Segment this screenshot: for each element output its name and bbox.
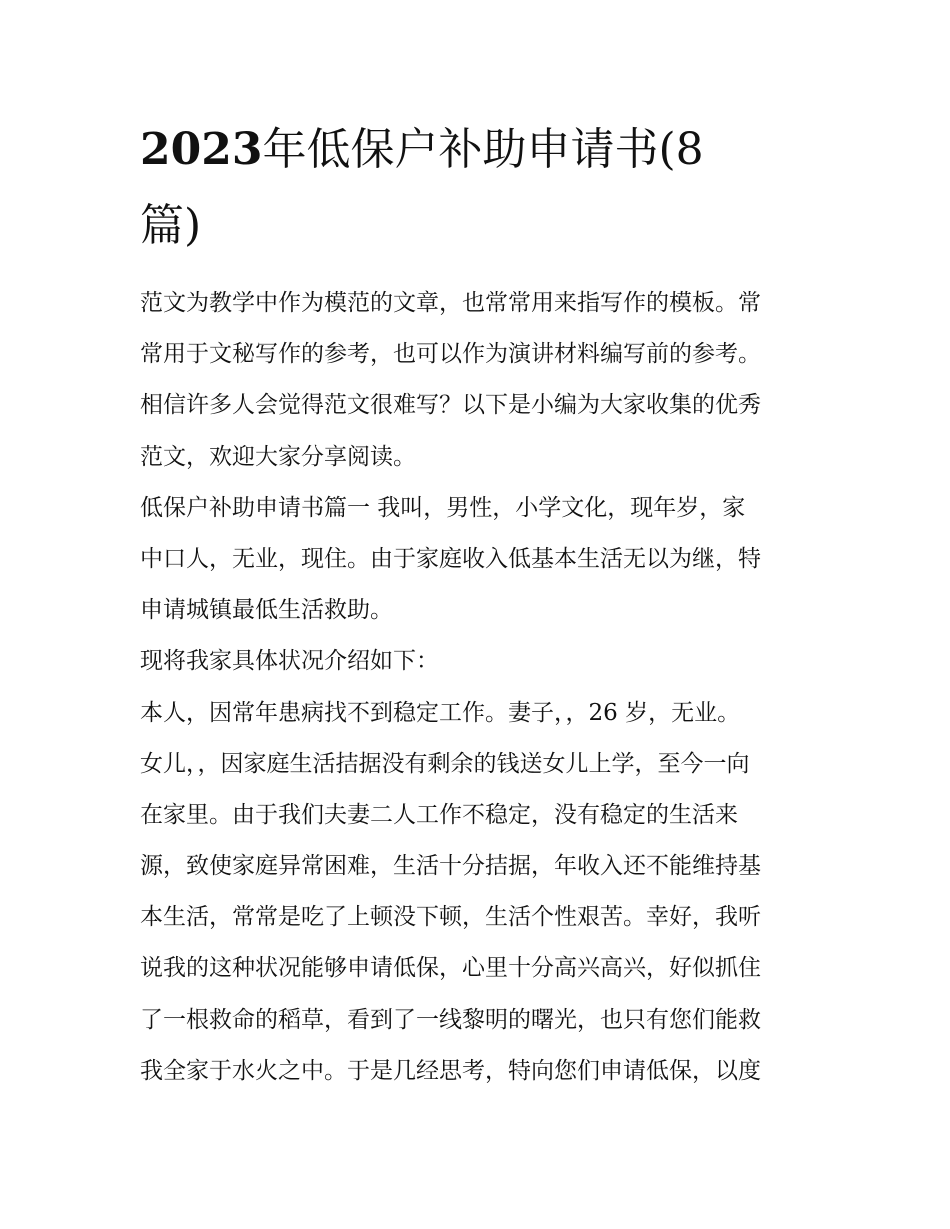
body-line: 相信许多人会觉得范文很难写？以下是小编为大家收集的优秀 xyxy=(140,392,761,419)
body-line: 本人，因常年患病找不到稳定工作。妻子，，26 岁，无业。 xyxy=(140,699,741,726)
title-line-1 xyxy=(140,112,830,188)
title-year: 2023 xyxy=(140,124,263,175)
body-line: 范文，欢迎大家分享阅读。 xyxy=(140,443,416,470)
body-line: 低保户补助申请书篇一 我叫，男性，小学文化，现年岁，家 xyxy=(140,494,746,521)
body-line: 申请城镇最低生活救助。 xyxy=(140,597,393,624)
body-line: 在家里。由于我们夫妻二人工作不稳定，没有稳定的生活来 xyxy=(140,801,738,828)
body-line: 常用于文秘写作的参考，也可以作为演讲材料编写前的参考。 xyxy=(140,341,761,368)
body-line: 说我的这种状况能够申请低保，心里十分高兴高兴，好似抓住 xyxy=(140,955,761,982)
document-title xyxy=(140,112,830,264)
body-line: 现将我家具体状况介绍如下： xyxy=(140,648,439,675)
body-line: 了一根救命的稻草，看到了一线黎明的曙光，也只有您们能救 xyxy=(140,1006,761,1033)
document-body xyxy=(140,278,830,1097)
body-line: 源，致使家庭异常困难，生活十分拮据，年收入还不能维持基 xyxy=(140,853,761,880)
title-line-2: 篇) xyxy=(140,200,202,251)
body-line: 本生活，常常是吃了上顿没下顿，生活个性艰苦。幸好，我听 xyxy=(140,904,761,931)
body-line: 范文为教学中作为模范的文章，也常常用来指写作的模板。常 xyxy=(140,290,761,316)
body-line: 中口人，无业，现住。由于家庭收入低基本生活无以为继，特 xyxy=(140,545,761,572)
body-line: 女儿，，因家庭生活拮据没有剩余的钱送女儿上学，至今一向 xyxy=(140,750,750,777)
title-text-1: 年低保户补助申请书(8 xyxy=(262,124,704,175)
body-line: 我全家于水火之中。于是几经思考，特向您们申请低保，以度 xyxy=(140,1057,761,1084)
